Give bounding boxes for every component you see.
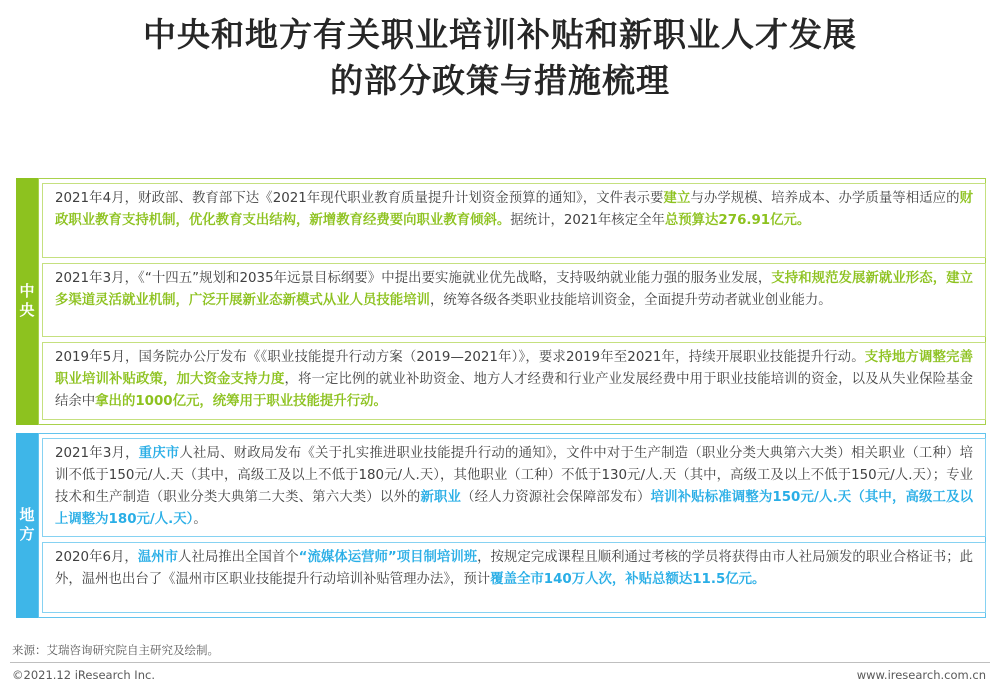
highlighted-text: 总预算达276.91亿元。 (664, 213, 811, 228)
policy-text: 据统计，2021年核定全年 (510, 213, 665, 228)
highlighted-text: 重庆市 (138, 446, 180, 461)
policy-text: ，按规定完成课程且顺利通过考核的学员将获得由市人社局颁发的职业合格证书；此外，温州也出台了《温州市区职业技能提升行动培训补贴管理办法》，预计 (55, 550, 973, 587)
central-section-label: 中央 (16, 178, 38, 425)
copyright: ©2021.12 iResearch Inc. (12, 668, 155, 682)
policy-text: （经人力资源社会保障部发布） (461, 490, 651, 505)
highlighted-text: 拿出的1000亿元，统筹用于职业技能提升行动。 (95, 394, 387, 409)
local-section (16, 433, 986, 618)
policy-text: 2021年4月，财政部、教育部下达《2021年现代职业教育质量提升计划资金预算的通知》，文件表示要 (55, 191, 664, 206)
highlighted-text: 新职业 (420, 490, 462, 505)
page-title-line-1: 中央和地方有关职业培训补贴和新职业人才发展 (143, 15, 857, 54)
website-link[interactable]: www.iresearch.com.cn (856, 668, 986, 682)
policy-text: 与办学规模、培养成本、办学质量等相适应的 (690, 191, 960, 206)
central-policy-card (42, 263, 986, 337)
policy-text: 。 (193, 512, 207, 527)
local-policy-card (42, 542, 986, 613)
highlighted-text: 支持和规范发展新就业形态，建立多渠道灵活就业机制，广泛开展新业态新模式从业人员技能培训 (55, 271, 973, 308)
page-title (0, 12, 1000, 104)
policy-text: 2021年3月， (55, 446, 139, 461)
policy-text: 2019年5月，国务院办公厅发布《《职业技能提升行动方案（2019—2021年）》，要求2019年至2021年，持续开展职业技能提升行动。 (55, 350, 865, 365)
central-section (16, 178, 986, 425)
policy-text: ，统筹各级各类职业技能培训资金，全面提升劳动者就业创业能力。 (429, 293, 832, 308)
highlighted-text: 财政职业教育支持机制，优化教育支出结构，新增教育经费要向职业教育倾斜。 (55, 191, 973, 228)
policy-text: 人社局、财政局发布《关于扎实推进职业技能提升行动的通知》，文件中对于生产制造（职业分类大典第六大类）相关职业（工种）培训不低于150元/人.天（其中，高级工及以上不低于180元/人.天），其他职业（工种）不低于130元/人.天（其中，高级工及以上不低于150元/人.天）；专业技术和生产制造（职业分类大典第二大类、第六大类）以外的 (55, 446, 974, 505)
policy-text: 人社局推出全国首个 (178, 550, 299, 565)
policy-text: 2020年6月， (55, 550, 138, 565)
page-title-line-2: 的部分政策与措施梳理 (330, 61, 670, 100)
policy-text: ，将一定比例的就业补助资金、地方人才经费和行业产业发展经费中用于职业技能培训的资金，以及从失业保险基金结余中 (55, 372, 973, 409)
local-section-label: 地方 (16, 433, 38, 618)
footer-divider (10, 662, 990, 663)
highlighted-text: 建立 (663, 191, 691, 206)
highlighted-text: “流媒体运营师”项目制培训班 (298, 550, 478, 565)
source-note: 来源：艾瑞咨询研究院自主研究及绘制。 (12, 643, 219, 657)
policy-text: 2021年3月，《“十四五”规划和2035年远景目标纲要》中提出要实施就业优先战略，支持吸纳就业能力强的服务业发展， (55, 271, 772, 286)
highlighted-text: 支持地方调整完善职业培训补贴政策，加大资金支持力度 (55, 350, 973, 387)
highlighted-text: 覆盖全市140万人次，补贴总额达11.5亿元。 (490, 572, 766, 587)
highlighted-text: 培训补贴标准调整为150元/人.天（其中，高级工及以上调整为180元/人.天） (55, 490, 974, 527)
central-policy-card (42, 342, 986, 420)
local-policy-card (42, 438, 986, 537)
central-policy-card (42, 183, 986, 258)
highlighted-text: 温州市 (137, 550, 179, 565)
